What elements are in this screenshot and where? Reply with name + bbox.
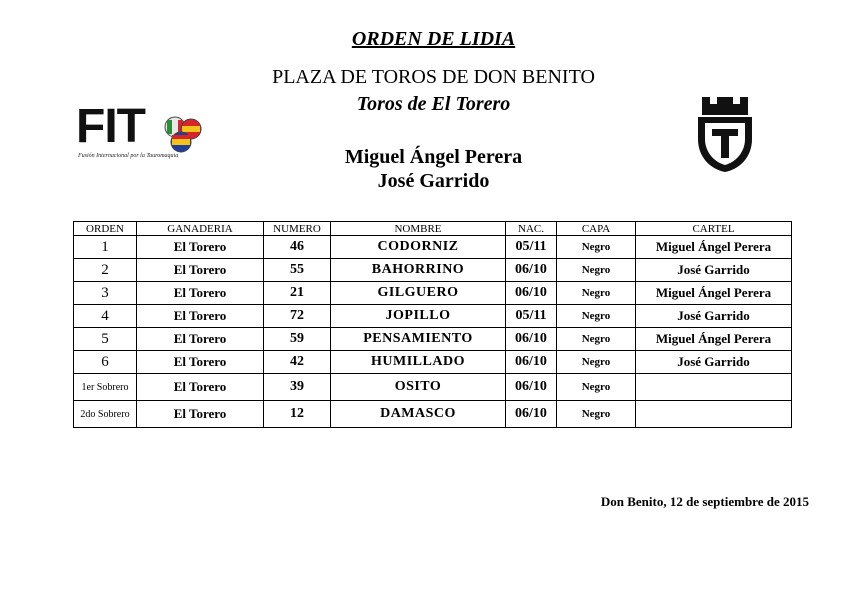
table-row (74, 374, 792, 401)
table-row (74, 282, 792, 305)
cell-numero: 42 (264, 351, 331, 374)
table-row (74, 259, 792, 282)
cell-orden: 3 (74, 282, 137, 305)
cell-ganaderia: El Torero (137, 401, 264, 428)
cell-numero: 46 (264, 236, 331, 259)
cell-nombre: OSITO (331, 374, 506, 401)
cell-numero: 39 (264, 374, 331, 401)
cell-capa: Negro (557, 374, 636, 401)
cell-nombre: HUMILLADO (331, 351, 506, 374)
cell-ganaderia: El Torero (137, 328, 264, 351)
fit-logo-subtitle: Fusión Internacional por la Tauromaquia (78, 153, 179, 159)
cell-orden: 6 (74, 351, 137, 374)
header-ganaderia: GANADERIA (137, 222, 264, 236)
cell-nombre: BAHORRINO (331, 259, 506, 282)
torero-2: José Garrido (377, 170, 490, 192)
cell-nac: 06/10 (506, 401, 557, 428)
table-row (74, 401, 792, 428)
cell-capa: Negro (557, 351, 636, 374)
cell-nombre: PENSAMIENTO (331, 328, 506, 351)
cell-numero: 21 (264, 282, 331, 305)
cell-ganaderia: El Torero (137, 236, 264, 259)
cell-cartel (636, 374, 792, 401)
cell-orden: 1 (74, 236, 137, 259)
header-numero: NUMERO (264, 222, 331, 236)
cell-ganaderia: El Torero (137, 374, 264, 401)
fit-logo-letters: FIT (76, 100, 145, 153)
cell-nombre: CODORNIZ (331, 236, 506, 259)
table-row (74, 351, 792, 374)
table-row (74, 236, 792, 259)
cell-capa: Negro (557, 236, 636, 259)
document-title: ORDEN DE LIDIA (351, 28, 516, 50)
castle-t-logo-icon (692, 93, 758, 175)
cell-capa: Negro (557, 282, 636, 305)
cell-nac: 06/10 (506, 351, 557, 374)
cell-nac: 06/10 (506, 282, 557, 305)
cell-capa: Negro (557, 401, 636, 428)
cell-nac: 05/11 (506, 305, 557, 328)
cell-cartel: José Garrido (636, 305, 792, 328)
cell-cartel: Miguel Ángel Perera (636, 236, 792, 259)
table-row (74, 328, 792, 351)
cell-ganaderia: El Torero (137, 305, 264, 328)
fit-logo (76, 100, 206, 163)
cell-ganaderia: El Torero (137, 259, 264, 282)
cell-numero: 59 (264, 328, 331, 351)
cell-numero: 12 (264, 401, 331, 428)
cell-numero: 72 (264, 305, 331, 328)
header-orden: ORDEN (74, 222, 137, 236)
cell-orden: 4 (74, 305, 137, 328)
cell-cartel: José Garrido (636, 351, 792, 374)
header-capa: CAPA (557, 222, 636, 236)
torero-1: Miguel Ángel Perera (344, 146, 523, 168)
cell-nombre: DAMASCO (331, 401, 506, 428)
cell-orden: 2 (74, 259, 137, 282)
cell-orden: 1er Sobrero (74, 374, 137, 401)
cell-nac: 06/10 (506, 328, 557, 351)
cell-ganaderia: El Torero (137, 351, 264, 374)
orden-table (73, 221, 792, 428)
cell-cartel: José Garrido (636, 259, 792, 282)
cell-cartel (636, 401, 792, 428)
header-nombre: NOMBRE (331, 222, 506, 236)
cell-capa: Negro (557, 328, 636, 351)
header-cartel: CARTEL (636, 222, 792, 236)
cell-cartel: Miguel Ángel Perera (636, 282, 792, 305)
header-nac: NAC. (506, 222, 557, 236)
flags-icon (162, 115, 204, 153)
cell-nombre: GILGUERO (331, 282, 506, 305)
table-row (74, 305, 792, 328)
cell-cartel: Miguel Ángel Perera (636, 328, 792, 351)
cell-nac: 06/10 (506, 374, 557, 401)
cell-capa: Negro (557, 259, 636, 282)
cell-orden: 5 (74, 328, 137, 351)
cell-capa: Negro (557, 305, 636, 328)
cell-nac: 06/10 (506, 259, 557, 282)
place-date: Don Benito, 12 de septiembre de 2015 (600, 494, 809, 509)
plaza-name: PLAZA DE TOROS DE DON BENITO (272, 66, 595, 88)
cell-ganaderia: El Torero (137, 282, 264, 305)
ganaderia-name: Toros de El Torero (356, 93, 511, 115)
cell-orden: 2do Sobrero (74, 401, 137, 428)
table-header-row (74, 222, 792, 236)
cell-nombre: JOPILLO (331, 305, 506, 328)
cell-numero: 55 (264, 259, 331, 282)
cell-nac: 05/11 (506, 236, 557, 259)
